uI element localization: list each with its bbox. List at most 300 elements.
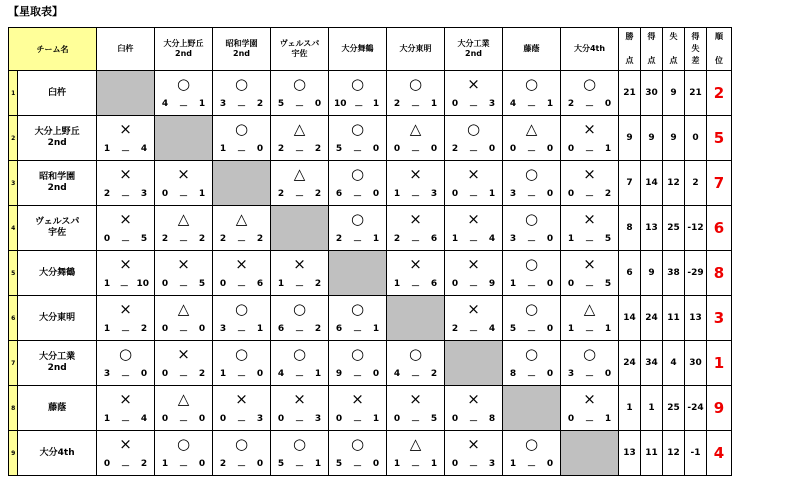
- score-separator: －: [119, 282, 129, 292]
- score-separator: －: [178, 282, 188, 292]
- result-symbol: ×: [467, 255, 480, 273]
- score-for: 8: [509, 369, 517, 379]
- score-for: 1: [451, 234, 459, 244]
- match-score: [97, 234, 154, 247]
- result-symbol: ○: [582, 75, 597, 93]
- score-separator: －: [584, 192, 594, 202]
- score-for: 1: [393, 279, 401, 289]
- result-symbol: ×: [235, 390, 248, 408]
- score-separator: －: [410, 282, 420, 292]
- result-cell: [503, 161, 561, 206]
- match-score: [213, 144, 270, 157]
- result-cell: [561, 386, 619, 431]
- row-number: 6: [9, 296, 18, 341]
- points-header: 勝 点: [619, 28, 641, 71]
- score-for: 2: [219, 459, 227, 469]
- score-for: 4: [393, 369, 401, 379]
- result-cell: [503, 431, 561, 476]
- score-for: 0: [161, 189, 169, 199]
- team-name: 藤蔭: [18, 386, 97, 431]
- result-symbol: ○: [292, 345, 307, 363]
- result-symbol: △: [525, 120, 538, 138]
- goals-against-cell: 11: [663, 296, 685, 341]
- result-cell: [155, 296, 213, 341]
- score-separator: －: [584, 282, 594, 292]
- team-name: 昭和学園 2nd: [18, 161, 97, 206]
- result-cell: [97, 161, 155, 206]
- match-score: [271, 99, 328, 112]
- result-cell: [329, 341, 387, 386]
- match-score: [155, 279, 212, 292]
- score-against: 3: [488, 99, 496, 109]
- goals-against-cell: 9: [663, 71, 685, 116]
- score-for: 1: [509, 279, 517, 289]
- result-cell: [387, 161, 445, 206]
- score-for: 0: [567, 414, 575, 424]
- score-separator: －: [526, 282, 536, 292]
- result-symbol: ○: [234, 435, 249, 453]
- table-row: [9, 431, 732, 476]
- result-symbol: ○: [234, 345, 249, 363]
- result-symbol: ×: [119, 435, 132, 453]
- match-score: [271, 189, 328, 202]
- score-for: 1: [103, 144, 111, 154]
- table-row: [9, 71, 732, 116]
- score-separator: －: [526, 372, 536, 382]
- match-score: [387, 414, 444, 427]
- result-cell: [503, 341, 561, 386]
- result-symbol: ×: [177, 165, 190, 183]
- result-cell: [213, 206, 271, 251]
- goals-for-cell: 1: [641, 386, 663, 431]
- result-symbol: ×: [583, 255, 596, 273]
- result-cell: [561, 206, 619, 251]
- result-symbol: ×: [467, 210, 480, 228]
- result-symbol: ×: [293, 390, 306, 408]
- result-cell: [387, 116, 445, 161]
- table-row: [9, 386, 732, 431]
- score-against: 5: [140, 234, 148, 244]
- result-symbol: △: [177, 300, 190, 318]
- match-score: [97, 414, 154, 427]
- score-against: 1: [198, 189, 206, 199]
- team-name: 大分上野丘 2nd: [18, 116, 97, 161]
- result-symbol: ×: [409, 255, 422, 273]
- score-for: 0: [277, 414, 285, 424]
- result-cell: [445, 206, 503, 251]
- result-symbol: ○: [350, 120, 365, 138]
- points-cell: 9: [619, 116, 641, 161]
- result-cell: [387, 71, 445, 116]
- score-separator: －: [526, 327, 536, 337]
- match-score: [213, 414, 270, 427]
- result-symbol: ○: [524, 435, 539, 453]
- result-cell: [445, 296, 503, 341]
- result-symbol: ○: [524, 300, 539, 318]
- match-score: [271, 144, 328, 157]
- score-against: 0: [546, 189, 554, 199]
- score-separator: －: [236, 462, 246, 472]
- result-cell: [561, 161, 619, 206]
- goal-diff-cell: -1: [685, 431, 707, 476]
- score-separator: －: [294, 462, 304, 472]
- opponent-header: 昭和学園 2nd: [213, 28, 271, 71]
- score-separator: －: [584, 372, 594, 382]
- score-separator: －: [178, 462, 188, 472]
- score-separator: －: [352, 147, 362, 157]
- match-score: [561, 279, 618, 292]
- score-separator: －: [178, 327, 188, 337]
- match-score: [271, 414, 328, 427]
- score-separator: －: [294, 192, 304, 202]
- score-against: 8: [488, 414, 496, 424]
- score-against: 2: [604, 189, 612, 199]
- opponent-header: 大分4th: [561, 28, 619, 71]
- score-against: 1: [372, 324, 380, 334]
- score-against: 2: [430, 369, 438, 379]
- result-cell: [561, 71, 619, 116]
- score-for: 1: [103, 279, 111, 289]
- team-name: 大分工業 2nd: [18, 341, 97, 386]
- score-separator: －: [236, 282, 246, 292]
- result-symbol: ×: [177, 345, 190, 363]
- result-cell: [503, 296, 561, 341]
- goals-for-cell: 30: [641, 71, 663, 116]
- score-for: 2: [161, 234, 169, 244]
- score-separator: －: [410, 192, 420, 202]
- score-against: 1: [604, 324, 612, 334]
- result-cell: [503, 116, 561, 161]
- score-separator: －: [294, 417, 304, 427]
- score-against: 2: [314, 189, 322, 199]
- rank-cell: 6: [707, 206, 732, 251]
- points-cell: 24: [619, 341, 641, 386]
- row-number: 7: [9, 341, 18, 386]
- result-cell: [503, 251, 561, 296]
- score-against: 0: [256, 369, 264, 379]
- match-score: [445, 324, 502, 337]
- self-match-cell: [213, 161, 271, 206]
- score-against: 4: [140, 144, 148, 154]
- goals-against-cell: 12: [663, 431, 685, 476]
- score-against: 4: [488, 324, 496, 334]
- score-separator: －: [120, 192, 130, 202]
- result-symbol: ○: [176, 435, 191, 453]
- goal-diff-cell: 21: [685, 71, 707, 116]
- match-score: [387, 459, 444, 472]
- result-cell: [503, 71, 561, 116]
- result-symbol: △: [235, 210, 248, 228]
- result-symbol: ○: [408, 345, 423, 363]
- result-cell: [155, 386, 213, 431]
- score-separator: －: [526, 102, 536, 112]
- table-row: [9, 116, 732, 161]
- result-symbol: ○: [292, 435, 307, 453]
- score-against: 0: [546, 234, 554, 244]
- score-against: 3: [256, 414, 264, 424]
- score-against: 5: [198, 279, 206, 289]
- result-cell: [155, 161, 213, 206]
- match-score: [561, 324, 618, 337]
- score-against: 5: [430, 414, 438, 424]
- team-name: 大分舞鶴: [18, 251, 97, 296]
- score-against: 3: [488, 459, 496, 469]
- goals-for-cell: 9: [641, 116, 663, 161]
- match-score: [155, 189, 212, 202]
- result-symbol: ×: [409, 210, 422, 228]
- result-cell: [387, 251, 445, 296]
- result-cell: [97, 386, 155, 431]
- opponent-header: 藤蔭: [503, 28, 561, 71]
- score-against: 2: [198, 369, 206, 379]
- match-score: [271, 369, 328, 382]
- score-for: 1: [219, 144, 227, 154]
- score-for: 6: [277, 324, 285, 334]
- score-against: 0: [198, 324, 206, 334]
- score-separator: －: [410, 372, 420, 382]
- score-for: 3: [509, 234, 517, 244]
- score-separator: －: [468, 327, 478, 337]
- result-symbol: △: [177, 210, 190, 228]
- score-against: 1: [604, 144, 612, 154]
- score-against: 10: [136, 279, 149, 289]
- result-cell: [329, 296, 387, 341]
- score-for: 0: [161, 369, 169, 379]
- score-separator: －: [526, 147, 536, 157]
- match-score: [503, 144, 560, 157]
- match-score: [561, 234, 618, 247]
- score-for: 0: [567, 144, 575, 154]
- score-separator: －: [236, 147, 246, 157]
- result-cell: [97, 116, 155, 161]
- score-for: 0: [393, 144, 401, 154]
- result-cell: [329, 116, 387, 161]
- score-against: 2: [314, 144, 322, 154]
- score-for: 2: [277, 189, 285, 199]
- result-cell: [329, 161, 387, 206]
- score-against: 0: [372, 459, 380, 469]
- goal-diff-cell: -12: [685, 206, 707, 251]
- score-against: 1: [314, 369, 322, 379]
- result-cell: [155, 71, 213, 116]
- result-symbol: ○: [408, 75, 423, 93]
- score-for: 2: [103, 189, 111, 199]
- score-separator: －: [120, 147, 130, 157]
- goals-for-header: 得 点: [641, 28, 663, 71]
- score-against: 0: [546, 324, 554, 334]
- score-against: 1: [372, 414, 380, 424]
- score-against: 9: [488, 279, 496, 289]
- result-cell: [213, 341, 271, 386]
- result-symbol: ○: [524, 345, 539, 363]
- score-separator: －: [178, 237, 188, 247]
- result-cell: [271, 161, 329, 206]
- score-for: 6: [335, 324, 343, 334]
- team-name: 大分東明: [18, 296, 97, 341]
- score-separator: －: [584, 102, 594, 112]
- self-match-cell: [503, 386, 561, 431]
- points-cell: 6: [619, 251, 641, 296]
- team-name: 大分4th: [18, 431, 97, 476]
- points-cell: 21: [619, 71, 641, 116]
- match-score: [97, 144, 154, 157]
- score-against: 4: [488, 234, 496, 244]
- score-separator: －: [352, 327, 362, 337]
- result-cell: [271, 431, 329, 476]
- match-score: [213, 234, 270, 247]
- goals-for-cell: 13: [641, 206, 663, 251]
- match-score: [271, 279, 328, 292]
- result-symbol: ×: [119, 165, 132, 183]
- match-score: [97, 324, 154, 337]
- score-against: 0: [256, 459, 264, 469]
- score-against: 1: [488, 189, 496, 199]
- match-score: [503, 369, 560, 382]
- points-cell: 8: [619, 206, 641, 251]
- result-cell: [97, 296, 155, 341]
- goals-for-cell: 9: [641, 251, 663, 296]
- goals-against-cell: 9: [663, 116, 685, 161]
- result-symbol: ○: [524, 75, 539, 93]
- score-for: 2: [335, 234, 343, 244]
- goals-for-cell: 24: [641, 296, 663, 341]
- score-for: 0: [567, 279, 575, 289]
- result-symbol: △: [293, 165, 306, 183]
- result-cell: [155, 251, 213, 296]
- match-score: [329, 99, 386, 112]
- score-separator: －: [120, 372, 130, 382]
- row-number: 3: [9, 161, 18, 206]
- row-number: 8: [9, 386, 18, 431]
- opponent-header: 大分舞鶴: [329, 28, 387, 71]
- result-symbol: ○: [524, 210, 539, 228]
- score-against: 1: [430, 99, 438, 109]
- points-cell: 7: [619, 161, 641, 206]
- score-against: 0: [314, 99, 322, 109]
- match-score: [503, 99, 560, 112]
- score-against: 2: [198, 234, 206, 244]
- score-separator: －: [468, 282, 478, 292]
- standings-table: [8, 27, 732, 476]
- match-score: [387, 189, 444, 202]
- score-against: 0: [198, 414, 206, 424]
- rank-cell: 2: [707, 71, 732, 116]
- opponent-header: 大分上野丘 2nd: [155, 28, 213, 71]
- score-separator: －: [236, 372, 246, 382]
- score-against: 0: [546, 459, 554, 469]
- result-symbol: ○: [350, 300, 365, 318]
- opponent-header: 大分東明: [387, 28, 445, 71]
- score-separator: －: [294, 147, 304, 157]
- opponent-header: 臼杵: [97, 28, 155, 71]
- table-row: [9, 161, 732, 206]
- rank-cell: 8: [707, 251, 732, 296]
- match-score: [213, 369, 270, 382]
- score-for: 4: [161, 99, 169, 109]
- score-against: 3: [140, 189, 148, 199]
- result-symbol: ×: [119, 255, 132, 273]
- score-separator: －: [410, 237, 420, 247]
- goal-diff-cell: 2: [685, 161, 707, 206]
- score-for: 5: [509, 324, 517, 334]
- match-score: [329, 324, 386, 337]
- match-score: [213, 459, 270, 472]
- match-score: [329, 234, 386, 247]
- score-for: 0: [103, 459, 111, 469]
- score-for: 5: [277, 99, 285, 109]
- score-separator: －: [178, 102, 188, 112]
- match-score: [155, 234, 212, 247]
- score-against: 0: [372, 369, 380, 379]
- row-number: 5: [9, 251, 18, 296]
- score-against: 3: [430, 189, 438, 199]
- goal-diff-cell: 30: [685, 341, 707, 386]
- opponent-header: 大分工業 2nd: [445, 28, 503, 71]
- header-row: [9, 28, 732, 71]
- result-symbol: ×: [119, 120, 132, 138]
- self-match-cell: [97, 71, 155, 116]
- result-cell: [329, 386, 387, 431]
- score-against: 0: [372, 144, 380, 154]
- goals-against-cell: 25: [663, 206, 685, 251]
- match-score: [213, 279, 270, 292]
- score-for: 0: [219, 414, 227, 424]
- score-separator: －: [584, 327, 594, 337]
- score-for: 5: [335, 144, 343, 154]
- score-for: 10: [334, 99, 347, 109]
- score-for: 3: [103, 369, 111, 379]
- result-symbol: △: [409, 435, 422, 453]
- result-symbol: ○: [350, 210, 365, 228]
- result-cell: [445, 71, 503, 116]
- goal-diff-cell: 13: [685, 296, 707, 341]
- score-against: 6: [256, 279, 264, 289]
- score-against: 5: [604, 279, 612, 289]
- result-symbol: ○: [524, 165, 539, 183]
- score-for: 1: [393, 459, 401, 469]
- score-against: 0: [372, 189, 380, 199]
- score-for: 0: [451, 279, 459, 289]
- points-cell: 13: [619, 431, 641, 476]
- goals-against-cell: 38: [663, 251, 685, 296]
- result-symbol: ×: [351, 390, 364, 408]
- score-separator: －: [352, 372, 362, 382]
- result-symbol: ○: [350, 75, 365, 93]
- result-symbol: ×: [119, 390, 132, 408]
- goal-diff-cell: -29: [685, 251, 707, 296]
- score-against: 2: [256, 234, 264, 244]
- result-symbol: ×: [467, 390, 480, 408]
- score-against: 2: [314, 279, 322, 289]
- goal-diff-cell: 0: [685, 116, 707, 161]
- team-name: ヴェルスパ 宇佐: [18, 206, 97, 251]
- score-for: 1: [161, 459, 169, 469]
- result-symbol: ×: [293, 255, 306, 273]
- result-cell: [329, 431, 387, 476]
- result-symbol: ×: [119, 210, 132, 228]
- score-against: 2: [140, 324, 148, 334]
- goals-for-cell: 11: [641, 431, 663, 476]
- result-cell: [97, 341, 155, 386]
- score-separator: －: [294, 282, 304, 292]
- score-for: 1: [393, 189, 401, 199]
- match-score: [97, 459, 154, 472]
- result-symbol: ×: [583, 165, 596, 183]
- points-cell: 1: [619, 386, 641, 431]
- rank-cell: 4: [707, 431, 732, 476]
- result-cell: [445, 251, 503, 296]
- score-separator: －: [410, 102, 420, 112]
